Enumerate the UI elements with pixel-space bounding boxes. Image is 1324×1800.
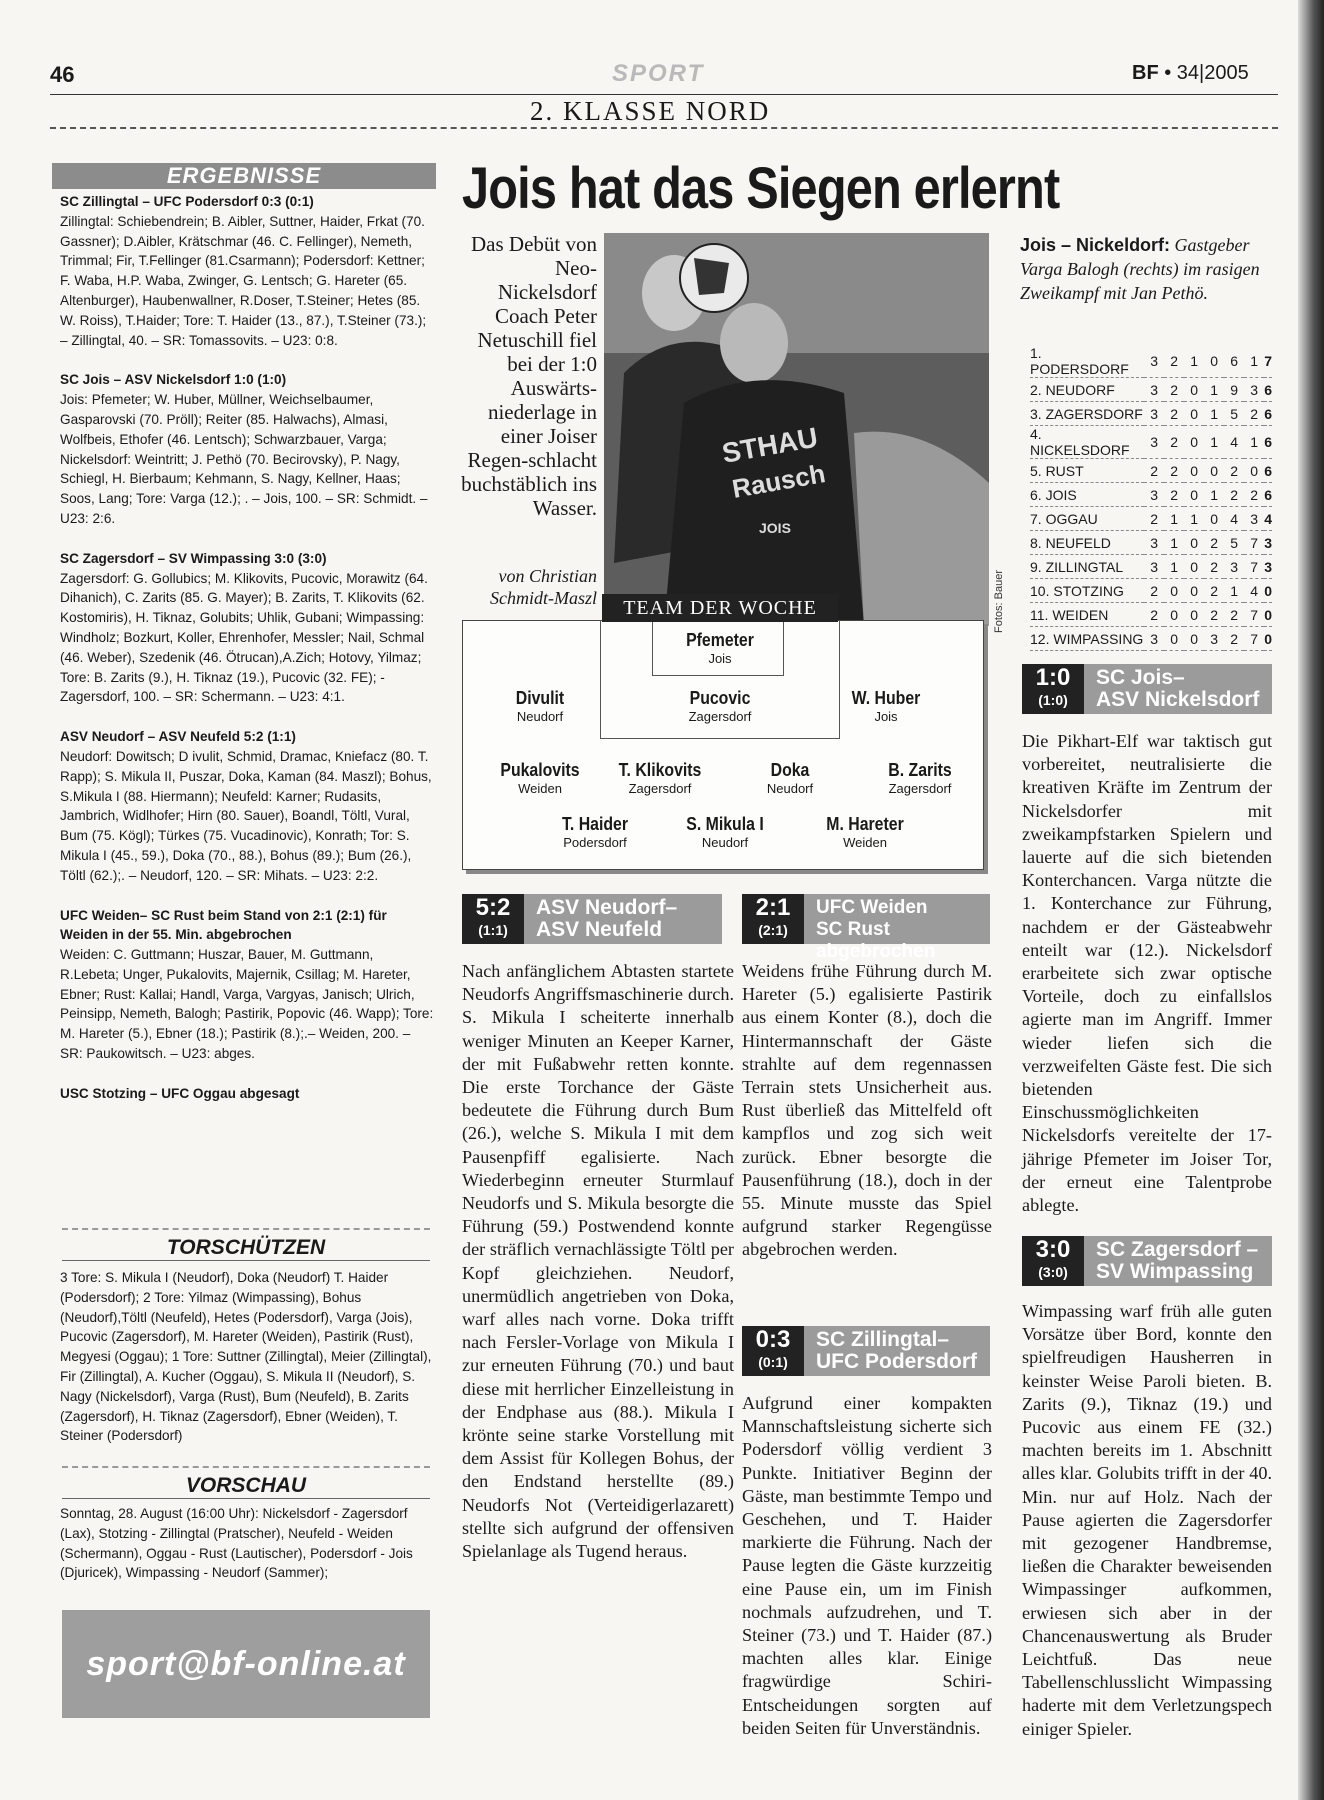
stat-gf: 9 [1224,378,1244,402]
standings-row [1030,459,1272,483]
stat-gf: 2 [1224,627,1244,651]
player-card [640,688,800,724]
player-club: Neudorf [516,709,564,724]
article-byline: von Christian Schmidt-Maszl [490,566,597,608]
player-club: Zagersdorf [888,781,952,796]
svg-text:STHAU: STHAU [719,421,821,469]
team-line-2: SC Rust abgebrochen [816,919,936,962]
stat-points: 0 [1264,603,1272,627]
score-value: 1:0 [1035,664,1071,691]
stat-ga: 3 [1244,378,1264,402]
stat-points: 6 [1264,459,1272,483]
stat-p: 3 [1144,483,1164,507]
standings-table [1030,345,1272,651]
team-name: 10. STOTZING [1030,579,1144,603]
stat-p: 3 [1144,627,1164,651]
standings-row [1030,531,1272,555]
result-block [60,727,435,885]
stat-ga: 7 [1244,555,1264,579]
result-heading: SC Jois – ASV Nickelsdorf 1:0 (1:0) [60,372,287,388]
stat-gf: 5 [1224,402,1244,426]
score-badge [1022,1236,1084,1286]
standings-row [1030,603,1272,627]
stat-d: 1 [1184,507,1204,531]
player-name: Doka [770,760,810,780]
match-report-header [742,1326,992,1376]
preview-header: VORSCHAU [62,1474,430,1499]
match-report-text: Nach anfänglichem Abtasten startete Neudorfs Angriffsmaschinerie durch. S. Mikula I scheiterte innerhalb weniger Minuten an Keeper Karner, der mit Fußabwehr retten konnte. Die erste Torchance der Gäste bedeutete die Führung durch Bum (26.), welche S. Mikula I mit dem Pausenpfiff egalisierte. Nach Wiederbeginn erneuter Sturmlauf Neudorfs und S. Mikula besorgte die Führung (59.) Postwendend konnte der sträflich vernachlässigte Töltl per Kopf gleichziehen. Neudorf, unermüdlich angetrieben von Doka, warf alles nach vorne. Doka trifft nach Fersler-Vorlage von Mikula I zur erneuten Führung (70.) und baut diese mit herrlicher Einzelleistung in der Endphase aus (88.). Mikula I krönte seine starke Vorstellung mit dem Assist für Kollegen Bohus, der den Endstand herstellte (89.) Neudorfs Not (Verteidigerlazarett) stellte sich aufgrund der offensiven Spielanlage als Tugend heraus. [462,961,734,1562]
team-line-1: ASV Neudorf– [536,896,678,919]
stat-p: 3 [1144,402,1164,426]
player-card [785,814,945,850]
match-photo [604,233,989,626]
result-block [60,549,435,707]
stat-gf: 2 [1224,459,1244,483]
stat-l: 0 [1204,345,1224,378]
stat-points: 3 [1264,555,1272,579]
stat-l: 2 [1204,555,1224,579]
stat-w: 0 [1164,603,1184,627]
stat-l: 2 [1204,579,1224,603]
stat-p: 3 [1144,378,1164,402]
stat-ga: 7 [1244,627,1264,651]
result-block [60,370,435,528]
stat-p: 3 [1144,426,1164,459]
team-line-1: SC Jois– [1096,666,1185,689]
stat-gf: 2 [1224,603,1244,627]
player-name: W. Huber [851,688,921,708]
article-headline: Jois hat das Siegen erlernt [462,156,1060,221]
player-name: T. Haider [561,814,629,834]
issue-number: • 34|2005 [1164,62,1249,84]
section-label: SPORT [612,60,705,87]
stat-ga: 1 [1244,345,1264,378]
stat-gf: 4 [1224,507,1244,531]
stat-w: 2 [1164,402,1184,426]
match-teams [804,1326,990,1376]
standings-row [1030,345,1272,378]
player-club: Neudorf [766,781,814,796]
scorers-text: 3 Tore: S. Mikula I (Neudorf), Doka (Neudorf) T. Haider (Podersdorf); 2 Tore: Yilmaz (Wimpassing), Bohus (Neudorf),Töltl (Neufeld), Hetes (Podersdorf), Varga (Jois), Pucovic (Zagersdorf), M. Hareter (Weiden), Pastirik (Rust), Megyesi (Oggau); 1 Tore: Suttner (Zillingtal), Meier (Zillingtal), Fir (Zillingtal), A. Kucher (Oggau), S. Mikula II (Neudorf), S. Nagy (Nickelsdorf), Varga (Rust), Bum (Neufeld), B. Zarits (Zagersdorf), H. Tiknaz (Zagersdorf), Ebner (Weiden), T. Steiner (Podersdorf) [60,1270,432,1444]
page-edge-shadow [1298,0,1324,1800]
stat-points: 7 [1264,345,1272,378]
result-block [60,1084,435,1104]
match-report-text: Weidens frühe Führung durch M. Hareter (5.) egalisierte Pastirik aus einem Konter (8.), doch die Hintermannschaft der Gäste strahlte auf dem regennassen Terrain stets Unsicherheit aus. Rust überließ das Mittelfeld oft kampflos und zog sich weit zurück. Ebner besorgte die Pausenführung (18.), doch in der 55. Minute musste das Spiel aufgrund starker Regengüsse abgebrochen werden. [742,961,992,1260]
team-line-1: UFC Weiden [816,897,928,918]
team-line-1: SC Zagersdorf – [1096,1238,1259,1261]
stat-l: 1 [1204,402,1224,426]
stat-w: 2 [1164,459,1184,483]
email-link[interactable]: sport@bf-online.at [62,1610,430,1718]
header-dashed-rule [50,127,1278,129]
result-text: Jois: Pfemeter; W. Huber, Müllner, Weichselbaumer, Gasparovski (70. Pröll); Reiter (85. Halwachs), Almasi, Wolfbeis, Ethofer (46. Lentsch); Schwarzbauer, Varga; Nickelsdorf: Weintritt; J. Pethö (70. Becirovsky), P. Nagy, Schiegl, H. Bierbaum; Kehmann, S. Nagy, Kellner, Haas; Soos, Lang; Tore: Varga (12.); . – Jois, 100. – SR: Schmidt. – U23: 2:6. [60,392,428,526]
result-block [60,192,435,350]
stat-d: 1 [1184,345,1204,378]
team-line-2: SV Wimpassing [1096,1260,1254,1283]
team-line-2: ASV Nickelsdorf [1096,688,1260,711]
header-rule [50,94,1278,95]
team-name: 12. WIMPASSING [1030,627,1144,651]
team-name: 3. ZAGERSDORF [1030,402,1144,426]
result-heading: SC Zillingtal – UFC Podersdorf 0:3 (0:1) [60,194,314,209]
stat-d: 0 [1184,459,1204,483]
scorers-top-rule [62,1228,430,1230]
stat-ga: 3 [1244,507,1264,531]
result-block [60,906,435,1064]
stat-w: 2 [1164,345,1184,378]
result-text: Neudorf: Dowitsch; D ivulit, Schmid, Dramac, Kniefacz (80. T. Rapp); S. Mikula II, Puszar, Doka, Kaman (84. Maszl); Bohus, S.Mikula I (88. Hiermann); Neufeld: Karner; Rudasits, Jambrich, Widlhofer; Hirn (80. Sauer), Boandl, Töltl, Vural, Bum (75. Kögl); Türkes (75. Vucadinovic), Konrath; Tor: S. Mikula I (45., 59.), Doka (70., 88.), Bohus (89.); Bum (26.), Töltl (62.);. – Neudorf, 120. – SR: Mihats. – U23: 2:2. [60,748,432,883]
league-title: 2. KLASSE NORD [530,96,771,126]
caption-bold: Jois – Nickeldorf: [1020,235,1171,255]
issue-label [1132,62,1249,85]
match-photo-illustration [604,233,989,626]
stat-gf: 4 [1224,426,1244,459]
player-club: Podersdorf [563,835,627,850]
result-heading: ASV Neudorf – ASV Neufeld 5:2 (1:1) [60,729,296,745]
halftime-score: (3:0) [1038,1264,1068,1280]
match-report-header [462,894,734,944]
player-club: Neudorf [701,835,749,850]
stat-w: 1 [1164,555,1184,579]
stat-ga: 1 [1244,426,1264,459]
halftime-score: (1:1) [478,922,508,938]
team-name: 9. ZILLINGTAL [1030,555,1144,579]
standings-row [1030,378,1272,402]
preview-text: Sonntag, 28. August (16:00 Uhr): Nickelsdorf - Zagersdorf (Lax), Stotzing - Zillingtal (Pratscher), Neufeld - Weiden (Schermann), Oggau - Rust (Lautischer), Podersdorf - Jois (Djuricek), Wimpassing - Neudorf (Sammer); [60,1506,413,1581]
stat-points: 6 [1264,426,1272,459]
stat-ga: 7 [1244,603,1264,627]
stat-w: 1 [1164,531,1184,555]
stat-p: 2 [1144,579,1164,603]
stat-w: 2 [1164,426,1184,459]
player-card [806,688,966,724]
result-text: Zagersdorf: G. Gollubics; M. Klikovits, Pucovic, Morawitz (64. Dihanich), C. Zarits (85. G. Mayer); B. Zarits, T. Klikovits (62. Kostomiris), H. Tiknaz, Golubits; Uhlik, Gubani; Wimpassing: Windholz; Bozkurt, Koller, Ehrenhofer, Messler; Nail, Schmal (46. Weber), Szedenik (46. Ötrucan),A.Zich; Hotovy, Yilmaz; Tore: B. Zarits (9.), H. Tiknaz (19.), Pucovic (32. FE); - Zagersdorf, 100. – SR: Schermann. – U23: 4:1. [60,570,428,705]
stat-p: 3 [1144,531,1164,555]
stat-l: 0 [1204,507,1224,531]
standings-row [1030,402,1272,426]
result-heading: USC Stotzing – UFC Oggau abgesagt [60,1085,300,1101]
team-line-2: ASV Neufeld [536,918,663,941]
match-report-text: Wimpassing warf früh alle guten Vorsätze über Bord, konnte den spielfreudigen Hausherren in keinster Weise Paroli bieten. B. Zarits (9.), Tiknaz (19.) und Pucovic aus einem FE (32.) machten bereits im 1. Abschnitt alles klar. Golubits trifft in der 40. Min. nur auf Holz. Nach der Pause agierten die Zagersdorfer mit gezogener Handbremse, ließen die Charakter beweisenden Wimpassinger aufkommen, erwiesen sich aber in der Chancenauswertung als Bruder Leichtfuß. Das neue Tabellenschlusslicht Wimpassing haderte mit dem Verletzungspech einiger Spieler. [1022,1301,1272,1739]
results-header: ERGEBNISSE [52,163,436,189]
page-number: 46 [50,62,75,87]
stat-w: 2 [1164,483,1184,507]
player-card [640,630,800,666]
stat-w: 0 [1164,579,1184,603]
stat-gf: 5 [1224,531,1244,555]
photo-credit: Fotos: Bauer [993,570,1005,633]
team-name: 6. JOIS [1030,483,1144,507]
halftime-score: (0:1) [758,1354,788,1370]
score-badge [742,1326,804,1376]
team-name: 8. NEUFELD [1030,531,1144,555]
result-heading: UFC Weiden– SC Rust beim Stand von 2:1 (2:1) für Weiden in der 55. Min. abgebrochen [60,907,387,943]
match-teams [524,894,722,944]
stat-p: 2 [1144,459,1164,483]
stat-gf: 6 [1224,345,1244,378]
standings-row [1030,483,1272,507]
stat-d: 0 [1184,579,1204,603]
standings-row [1030,426,1272,459]
stat-d: 0 [1184,402,1204,426]
stat-ga: 0 [1244,459,1264,483]
svg-text:JOIS: JOIS [759,520,791,536]
stat-d: 0 [1184,426,1204,459]
stat-l: 2 [1204,603,1224,627]
stat-ga: 2 [1244,483,1264,507]
team-name: 2. NEUDORF [1030,378,1144,402]
stat-l: 1 [1204,483,1224,507]
standings-row [1030,507,1272,531]
stat-l: 3 [1204,627,1224,651]
preview-top-rule [62,1466,430,1468]
standings-row [1030,579,1272,603]
result-heading: SC Zagersdorf – SV Wimpassing 3:0 (3:0) [60,550,327,566]
player-club: Weiden [518,781,562,796]
stat-p: 3 [1144,345,1164,378]
stat-d: 0 [1184,603,1204,627]
match-teams [804,894,990,962]
stat-points: 0 [1264,579,1272,603]
match-report-text: Die Pikhart-Elf war taktisch gut vorbereitet, neutralisierte die kreativen Kräfte im Zentrum der Nickelsdorfer mit zweikampfstarken Spielern und lauerte auf die sich bietenden Konterchancen. Varga nützte die 1. Konterchance zur Führung, nachdem er der Gästeabwehr enteilt war (12.). Nickelsdorf erarbeitete sich zwar optische Vorteile, doch zu einfallslos agierte man im Angriff. Immer wieder liefen sich die verzweifelten Gäste fest. Die sich bietenden Einschussmöglichkeiten Nickelsdorfs vereitelte der 17-jährige Pfemeter im Joiser Tor, der erneut eine Talentprobe ablegte. [1022,731,1272,1216]
paper-name: BF [1132,62,1159,84]
player-club: Jois [708,651,732,666]
caption-text: Gastgeber Varga Balogh (rechts) im rasigen Zweikampf mit Jan Pethö. [1020,235,1260,303]
stat-p: 2 [1144,603,1164,627]
stat-points: 6 [1264,378,1272,402]
stat-points: 4 [1264,507,1272,531]
stat-w: 0 [1164,627,1184,651]
match-report-header [1022,664,1274,714]
player-name: Pfemeter [686,630,754,650]
player-club: Zagersdorf [688,709,752,724]
standings-row [1030,627,1272,651]
results-list [60,192,435,1124]
stat-gf: 1 [1224,579,1244,603]
stat-points: 3 [1264,531,1272,555]
player-card [645,814,805,850]
score-value: 5:2 [475,894,511,921]
stat-p: 3 [1144,555,1164,579]
player-name: Divulit [515,688,565,708]
result-text: Weiden: C. Guttmann; Huszar, Bauer, M. Guttmann, R.Lebeta; Unger, Pukalovits, Majernik, Csillag; M. Hareter, Ebner; Rust: Kallai; Handl, Varga, Vargyas, Janisch; Ulrich, Peinsipp, Nemeth, Balogh; Pastirik, Popovic (46. Wapp); Tore: M. Hareter (5.), Ebner (18.); Pastirik (8.);.– Weiden, 200. – SR: Paukowitsch. – U23: abges. [60,947,434,1062]
player-card [460,688,620,724]
player-club: Weiden [843,835,887,850]
team-name: 4. NICKELSDORF [1030,426,1144,459]
match-teams [1084,1236,1272,1286]
photo-caption [1020,233,1278,305]
player-name: Pucovic [689,688,751,708]
result-text: Zillingtal: Schiebendrein; B. Aibler, Suttner, Haider, Frkat (70. Gassner); D.Aibler, Krätschmar (46. C. Fellinger), Nemeth, Trimmal; Fir, T.Fellinger (81.Csarmann); Podersdorf: Kettner; F. Waba, H.P. Waba, Zwinger, G. Lentsch; G. Hareter (65. Altenburger), Haubenwallner, R.Doser, T.Steiner; Hetes (85. W. Roiss), T.Haider; Tore: T. Haider (13., 87.), T.Steiner (73.); – Zillingtal, 40. – SR: Tomassovits. – U23: 0:8. [60,213,427,348]
player-club: Jois [874,709,898,724]
stat-points: 6 [1264,483,1272,507]
player-name: T. Klikovits [618,760,702,780]
stat-d: 0 [1184,531,1204,555]
svg-text:Rausch: Rausch [729,458,828,504]
stat-p: 2 [1144,507,1164,531]
team-line-1: SC Zillingtal– [816,1328,950,1351]
score-badge [742,894,804,944]
player-card [840,760,1000,796]
score-badge [1022,664,1084,714]
standings-row [1030,555,1272,579]
player-name: Pukalovits [500,760,580,780]
article-lead: Das Debüt von Neo-Nickelsdorf Coach Peter Netuschill fiel bei der 1:0 Auswärts-niederlage in einer Joiser Regen-schlacht buchstäblich ins Wasser. [461,232,597,520]
stat-w: 2 [1164,378,1184,402]
score-value: 3:0 [1035,1236,1071,1263]
halftime-score: (1:0) [1038,692,1068,708]
stat-ga: 7 [1244,531,1264,555]
stat-ga: 2 [1244,402,1264,426]
team-line-2: UFC Podersdorf [816,1350,978,1373]
player-name: M. Hareter [826,814,904,834]
stat-l: 1 [1204,426,1224,459]
stat-gf: 2 [1224,483,1244,507]
team-name: 1. PODERSDORF [1030,345,1144,378]
stat-d: 0 [1184,378,1204,402]
player-name: S. Mikula I [686,814,764,834]
team-name: 11. WEIDEN [1030,603,1144,627]
match-report-header [742,894,992,962]
stat-l: 2 [1204,531,1224,555]
stat-points: 0 [1264,627,1272,651]
score-badge [462,894,524,944]
stat-l: 0 [1204,459,1224,483]
halftime-score: (2:1) [758,922,788,938]
stat-w: 1 [1164,507,1184,531]
stat-l: 1 [1204,378,1224,402]
stat-d: 0 [1184,555,1204,579]
stat-points: 6 [1264,402,1272,426]
scorers-header: TORSCHÜTZEN [62,1236,430,1261]
match-report-text: Aufgrund einer kompakten Mannschaftsleistung sicherte sich Podersdorf völlig verdient 3 Punkte. Initiativer Beginn der Gäste, man bestimmte Tempo und Geschehen, und T. Haider markierte die Führung. Nach der Pause legten die Gäste kurzzeitig eine Pause ein, um im Finish nochmals aufzudrehen, und T. Steiner (73.) und T. Haider (87.) machten alles klar. Einige fragwürdige Schiri-Entscheidungen sorgten auf beiden Seiten für Unverständnis. [742,1393,992,1738]
player-club: Zagersdorf [628,781,692,796]
team-name: 7. OGGAU [1030,507,1144,531]
stat-d: 0 [1184,483,1204,507]
score-value: 2:1 [755,894,791,921]
stat-d: 0 [1184,627,1204,651]
stat-gf: 3 [1224,555,1244,579]
team-name: 5. RUST [1030,459,1144,483]
player-name: B. Zarits [888,760,952,780]
score-value: 0:3 [755,1326,791,1353]
stat-ga: 4 [1244,579,1264,603]
match-report-header [1022,1236,1274,1286]
team-of-week-title: TEAM DER WOCHE [602,594,838,622]
match-teams [1084,664,1272,714]
